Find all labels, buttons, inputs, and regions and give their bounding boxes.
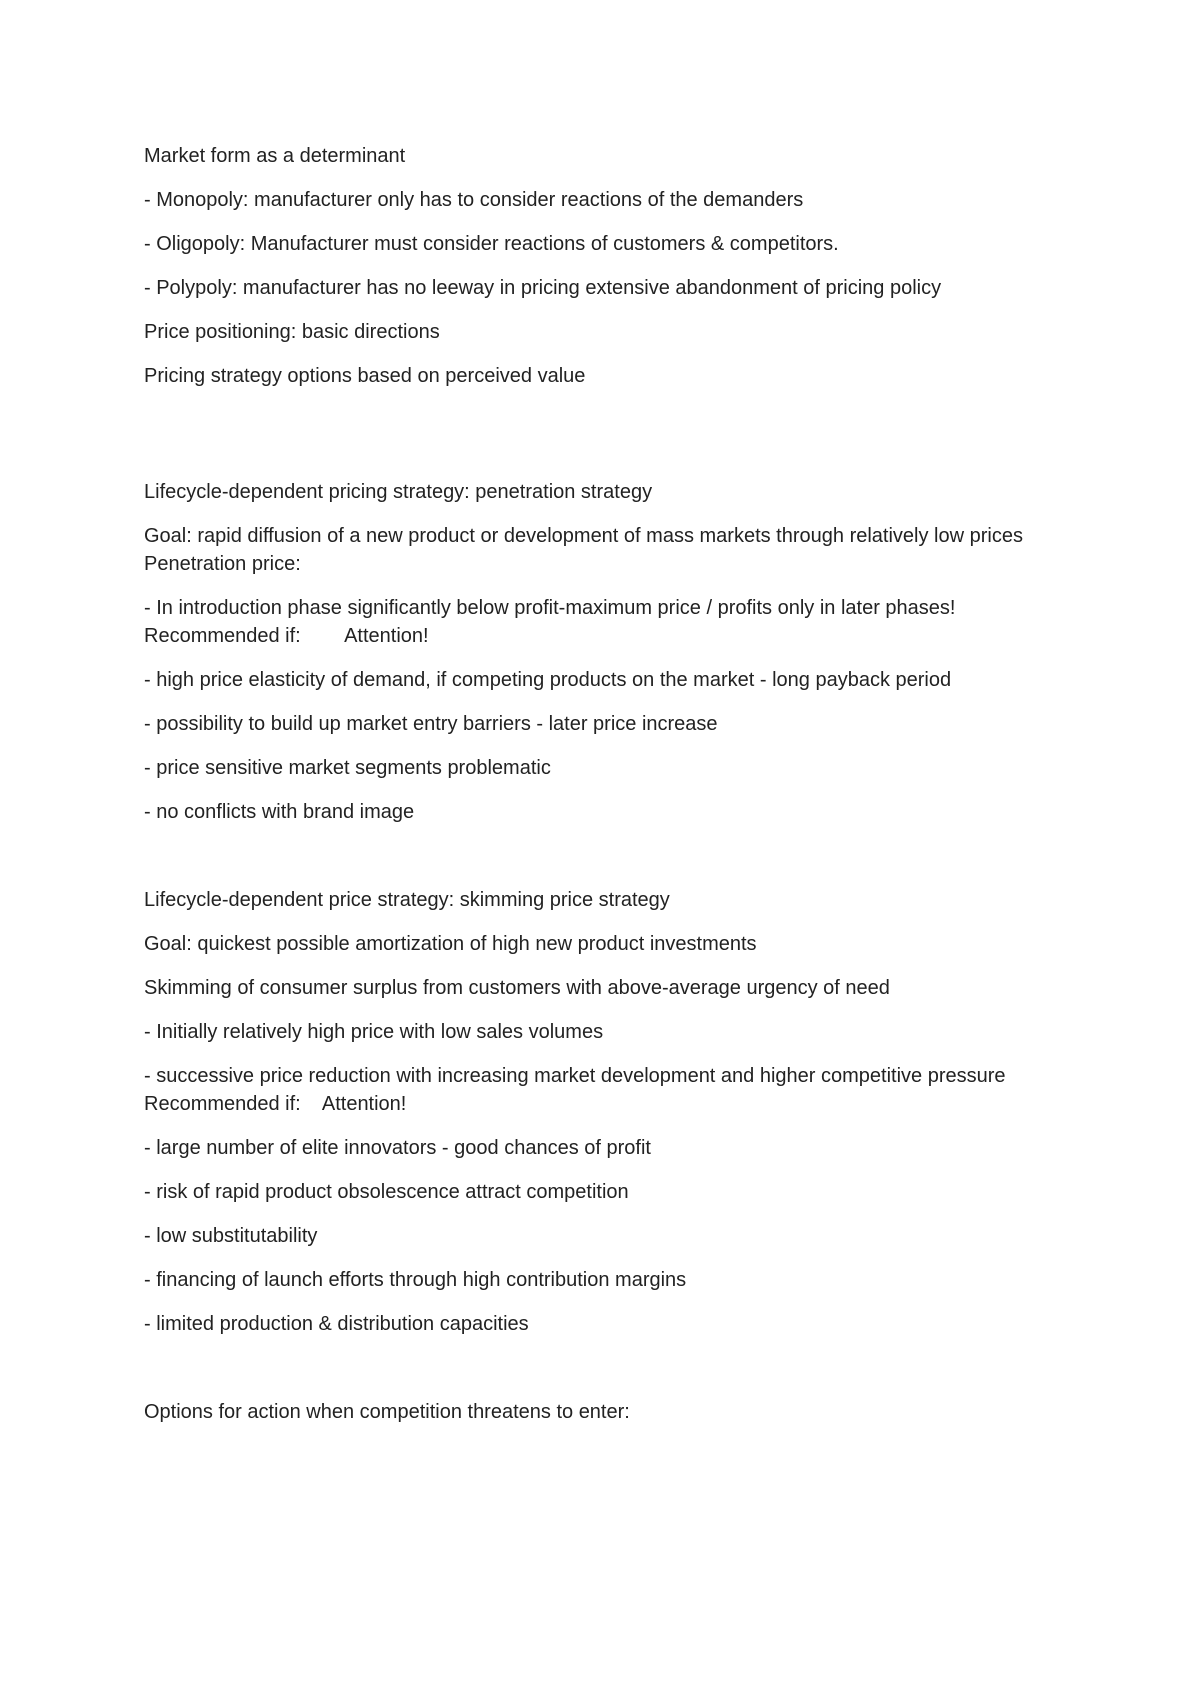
penetration-goal: Goal: rapid diffusion of a new product or development of mass markets through relatively low prices Penetration price: <box>144 525 1029 575</box>
skimming-bullet: - limited production & distribution capacities <box>144 1313 529 1335</box>
skimming-goal: Goal: quickest possible amortization of high new product investments <box>144 933 757 955</box>
spacer <box>144 842 1064 886</box>
section-market-form <box>144 142 1064 390</box>
section-skimming-strategy <box>144 886 1064 1338</box>
heading-market-form: Market form as a determinant <box>144 145 406 167</box>
section-competition-options <box>144 1398 1064 1426</box>
skimming-bullet: - low substitutability <box>144 1225 318 1247</box>
skimming-bullet: - successive price reduction with increasing market development and higher competitive pressure Recommended if: Attention! <box>144 1065 1012 1115</box>
skimming-consumer-surplus: Skimming of consumer surplus from customers with above-average urgency of need <box>144 977 890 999</box>
bullet-monopoly: - Monopoly: manufacturer only has to consider reactions of the demanders <box>144 189 804 211</box>
skimming-bullet: - financing of launch efforts through high contribution margins <box>144 1269 687 1291</box>
document-body <box>144 142 1064 1442</box>
spacer <box>144 1354 1064 1398</box>
section-penetration-strategy <box>144 478 1064 826</box>
skimming-bullet: - risk of rapid product obsolescence attract competition <box>144 1181 629 1203</box>
skimming-bullet: - large number of elite innovators - good chances of profit <box>144 1137 651 1159</box>
skimming-bullet: - Initially relatively high price with low sales volumes <box>144 1021 604 1043</box>
heading-skimming-strategy: Lifecycle-dependent price strategy: skimming price strategy <box>144 889 670 911</box>
penetration-bullet: - no conflicts with brand image <box>144 801 415 823</box>
spacer <box>144 406 1064 478</box>
penetration-intro-phase: - In introduction phase significantly below profit-maximum price / profits only in later phases! Recommended if: Attention! <box>144 597 962 647</box>
penetration-bullet: - price sensitive market segments problematic <box>144 757 551 779</box>
penetration-bullet: - possibility to build up market entry barriers - later price increase <box>144 713 718 735</box>
heading-penetration-strategy: Lifecycle-dependent pricing strategy: penetration strategy <box>144 481 653 503</box>
heading-competition-options: Options for action when competition threatens to enter: <box>144 1401 630 1423</box>
bullet-oligopoly: - Oligopoly: Manufacturer must consider reactions of customers & competitors. <box>144 233 839 255</box>
bullet-polypoly: - Polypoly: manufacturer has no leeway in pricing extensive abandonment of pricing policy <box>144 277 942 299</box>
heading-perceived-value: Pricing strategy options based on perceived value <box>144 365 586 387</box>
heading-price-positioning: Price positioning: basic directions <box>144 321 440 343</box>
penetration-bullet: - high price elasticity of demand, if competing products on the market - long payback period <box>144 669 952 691</box>
